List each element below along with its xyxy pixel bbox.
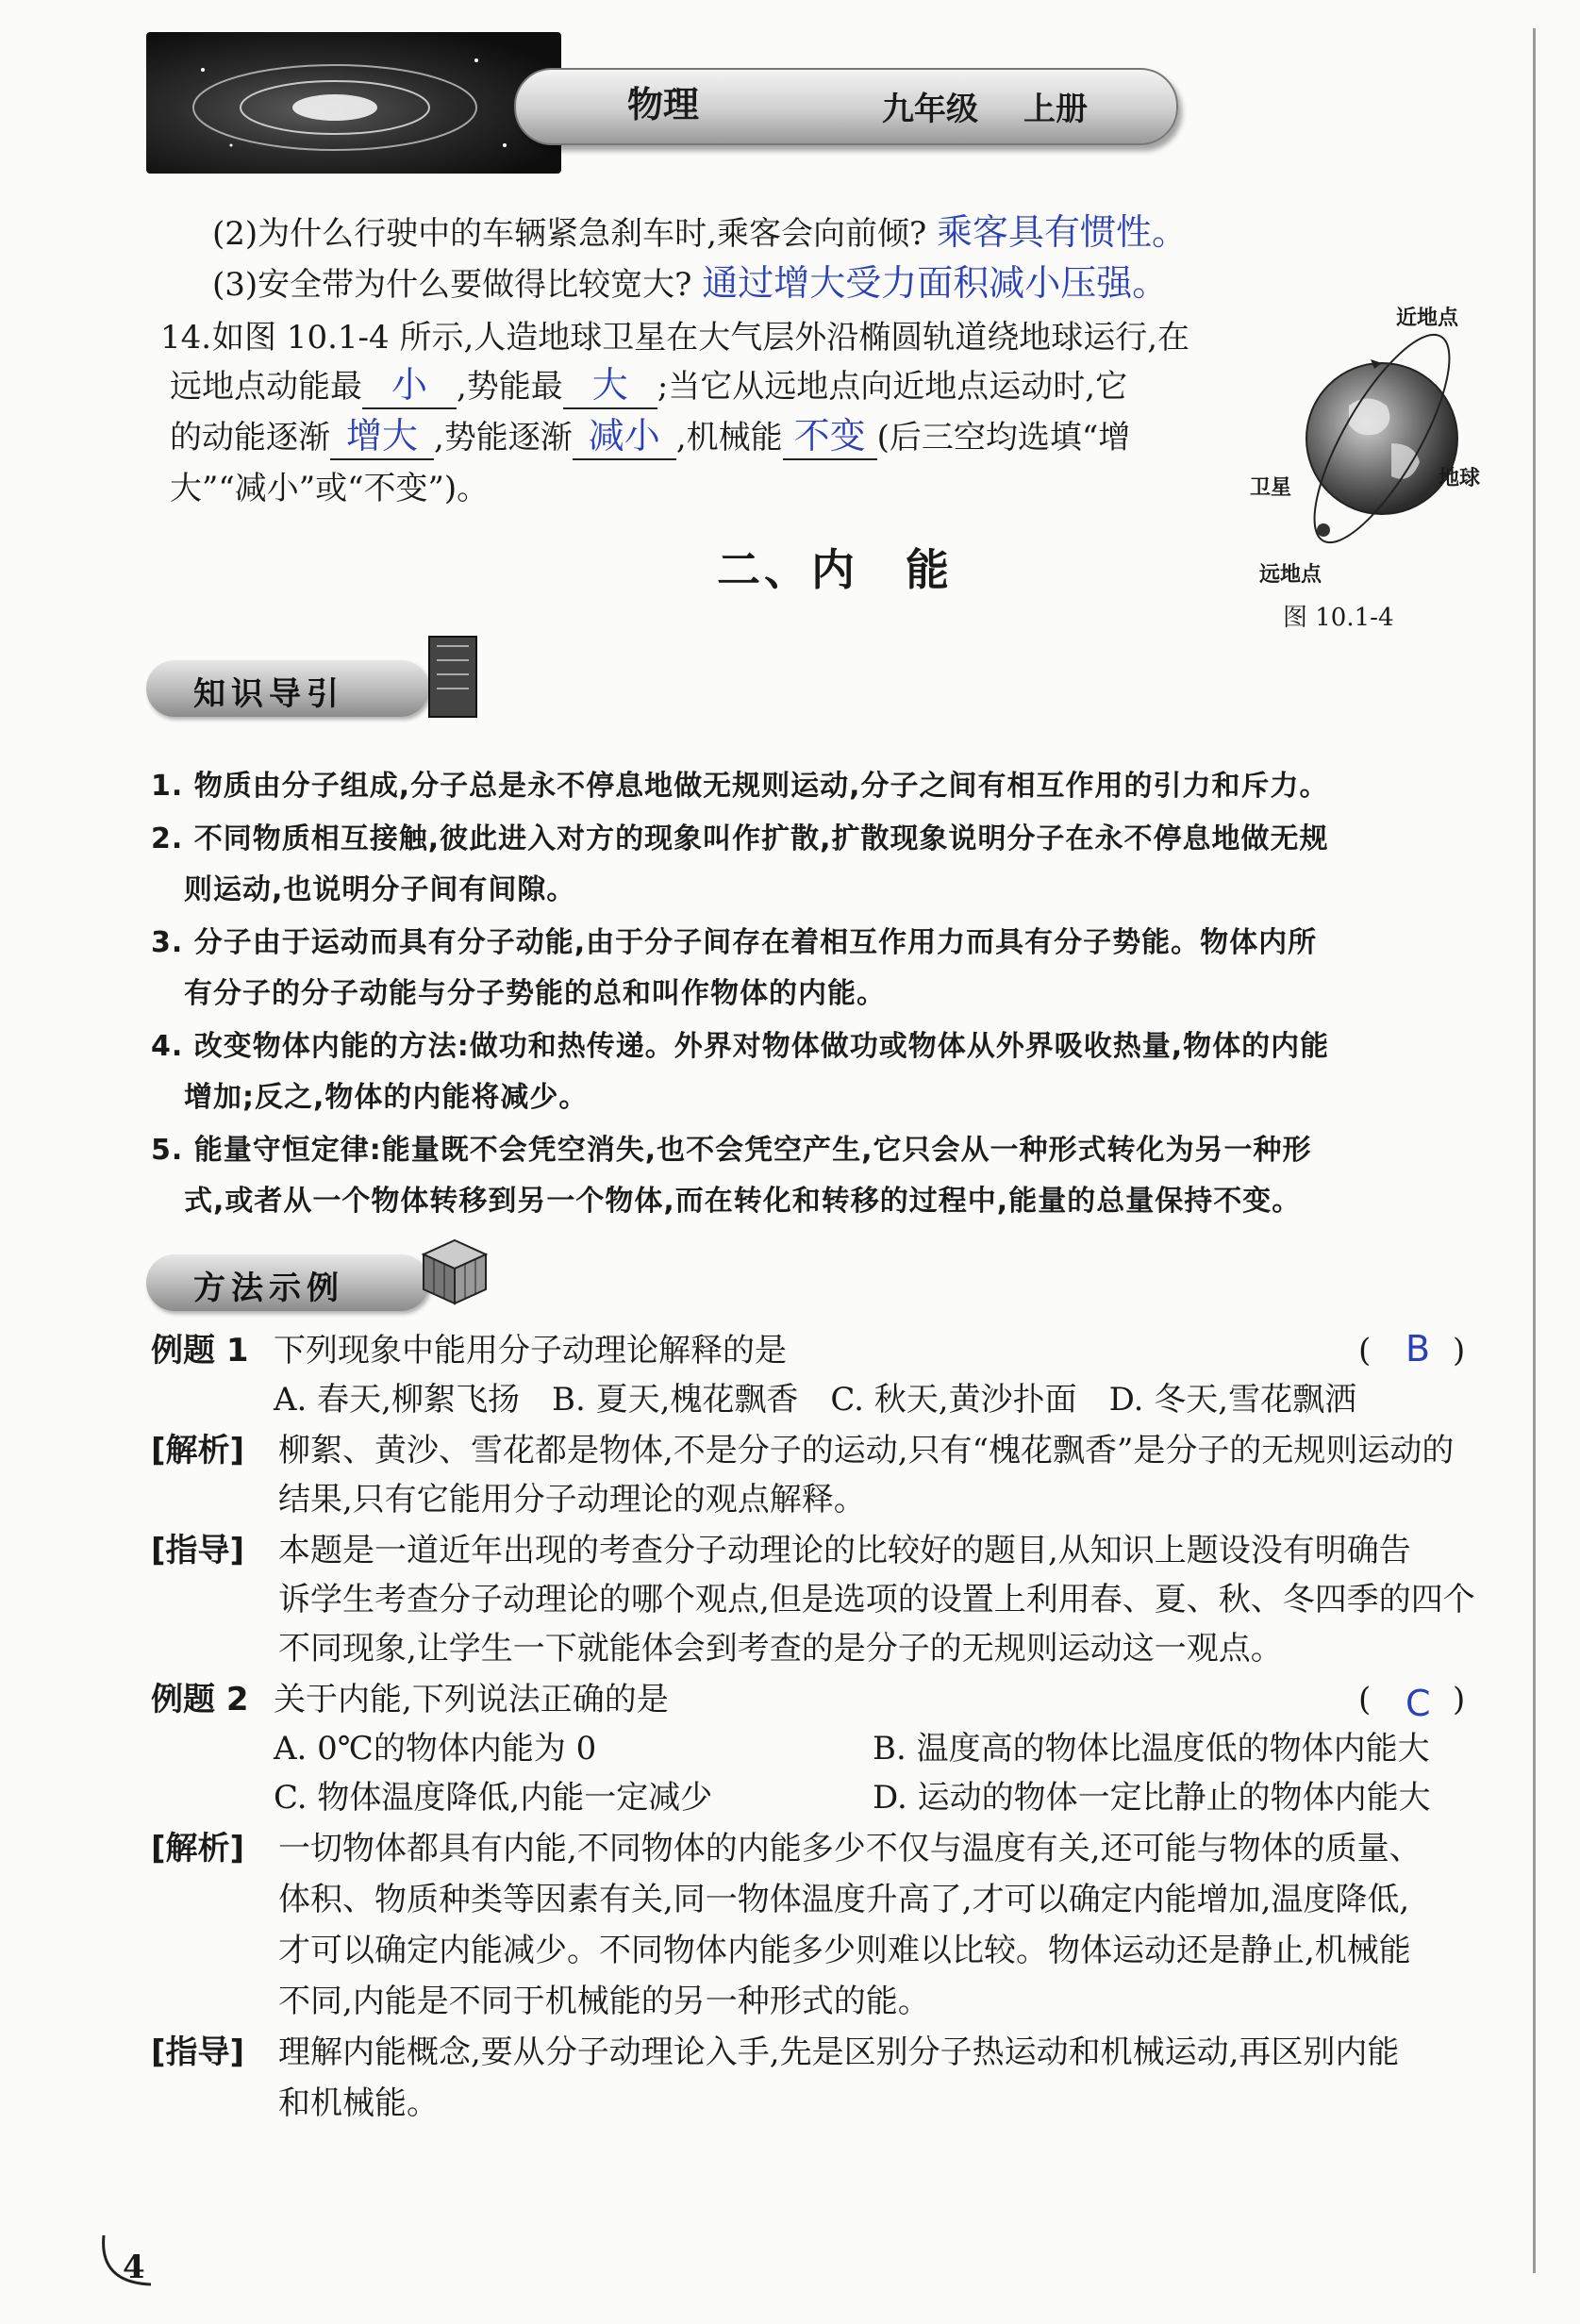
question-13-part-2 xyxy=(212,209,1188,257)
example-1-analysis-line: 结果,只有它能用分子动理论的观点解释。 xyxy=(278,1481,866,1519)
example-2-option-b: B. 温度高的物体比温度低的物体内能大 xyxy=(873,1730,1430,1768)
page-edge-divider xyxy=(1533,28,1536,2273)
example-2-option-a: A. 0℃的物体内能为 0 xyxy=(274,1730,597,1768)
earth-orbit-icon xyxy=(1217,311,1500,594)
knowledge-item: 5. 能量守恒定律:能量既不会凭空消失,也不会凭空产生,它只会从一种形式转化为另一种形 xyxy=(151,1134,1312,1167)
example-1-paren-open: ( xyxy=(1358,1332,1372,1370)
satellite-label: 卫星 xyxy=(1250,476,1292,500)
example-1-paren-close: ) xyxy=(1453,1332,1466,1370)
example-2-analysis-line: 不同,内能是不同于机械能的另一种形式的能。 xyxy=(278,1983,930,2020)
satellite-orbit-figure xyxy=(1217,307,1500,594)
example-1-guide-tag: [指导] xyxy=(151,1532,245,1569)
knowledge-item: 4. 改变物体内能的方法:做功和热传递。外界对物体做功或物体从外界吸收热量,物体的内能 xyxy=(151,1030,1330,1063)
question-13-part-3 xyxy=(212,260,1168,307)
question-14-line-3: 的动能逐渐 增大 ,势能逐渐 减小 ,机械能 不变 (后三空均选填“增 xyxy=(170,415,1130,460)
header-subject: 物理 xyxy=(627,84,700,125)
header-volume: 上册 xyxy=(1023,91,1088,128)
question-14-number: 14. xyxy=(160,319,212,357)
example-2-option-d: D. 运动的物体一定比静止的物体内能大 xyxy=(873,1779,1431,1817)
example-1-analysis-line: 柳絮、黄沙、雪花都是物体,不是分子的运动,只有“槐花飘香”是分子的无规则运动的 xyxy=(278,1432,1455,1469)
example-2-guide-line: 理解内能概念,要从分子动理论入手,先是区别分子热运动和机械运动,再区别内能 xyxy=(278,2034,1400,2071)
notebook-icon xyxy=(420,632,486,722)
knowledge-item: 3. 分子由于运动而具有分子动能,由于分子间存在着相互作用力而具有分子势能。物体内所 xyxy=(151,926,1318,959)
example-2-option-c: C. 物体温度降低,内能一定减少 xyxy=(274,1779,713,1817)
example-2-paren-open: ( xyxy=(1358,1681,1372,1718)
knowledge-item: 2. 不同物质相互接触,彼此进入对方的现象叫作扩散,扩散现象说明分子在永不停息地做无规 xyxy=(151,822,1329,855)
example-1-analysis-tag: [解析] xyxy=(151,1432,245,1469)
handwritten-answer: 通过增大受力面积减小压强。 xyxy=(702,262,1169,304)
knowledge-item: 增加;反之,物体的内能将减少。 xyxy=(184,1081,589,1114)
earth-label: 地球 xyxy=(1439,467,1481,490)
galaxy-decoration-icon xyxy=(146,32,561,174)
example-1-label: 例题 1 xyxy=(151,1332,249,1370)
example-2-analysis-line: 才可以确定内能减少。不同物体内能多少则难以比较。物体运动还是静止,机械能 xyxy=(278,1932,1411,1969)
example-2-paren-close: ) xyxy=(1453,1681,1466,1718)
question-14-line-4: 大”“减小”或“不变”)。 xyxy=(170,470,490,507)
knowledge-item: 则运动,也说明分子间有间隙。 xyxy=(184,873,576,906)
figure-caption: 图 10.1-4 xyxy=(1283,604,1394,632)
example-2-analysis-line: 体积、物质种类等因素有关,同一物体温度升高了,才可以确定内能增加,温度降低, xyxy=(278,1881,1410,1918)
blank-answer-1: 小 xyxy=(391,364,427,406)
question-14-line-1: 如图 10.1-4 所示,人造地球卫星在大气层外沿椭圆轨道绕地球运行,在 xyxy=(212,319,1190,357)
page-number: 4 xyxy=(123,2249,145,2286)
header-grade: 九年级 xyxy=(882,91,978,128)
method-example-badge-label: 方法示例 xyxy=(193,1270,344,1307)
example-1-guide-line: 不同现象,让学生一下就能体会到考查的是分子的无规则运动这一观点。 xyxy=(278,1630,1283,1668)
blank-answer-5: 不变 xyxy=(793,415,866,456)
question-text: (2)为什么行驶中的车辆紧急刹车时,乘客会向前倾? xyxy=(212,215,927,253)
blank-answer-4: 减小 xyxy=(588,415,660,456)
apogee-label: 远地点 xyxy=(1259,563,1322,587)
example-2-answer: C xyxy=(1405,1683,1431,1724)
question-text: (3)安全带为什么要做得比较宽大? xyxy=(212,266,692,304)
example-2-analysis-tag: [解析] xyxy=(151,1830,245,1868)
example-1-options: A. 春天,柳絮飞扬 B. 夏天,槐花飘香 C. 秋天,黄沙扑面 D. 冬天,雪花飘洒 xyxy=(274,1381,1357,1419)
example-2-analysis-line: 一切物体都具有内能,不同物体的内能多少不仅与温度有关,还可能与物体的质量、 xyxy=(278,1830,1422,1868)
perigee-label: 近地点 xyxy=(1396,307,1459,330)
example-1-guide-line: 诉学生考查分子动理论的哪个观点,但是选项的设置上利用春、夏、秋、冬四季的四个 xyxy=(278,1581,1475,1618)
example-2-question: 关于内能,下列说法正确的是 xyxy=(274,1681,669,1718)
rubiks-cube-icon xyxy=(420,1236,491,1306)
example-2-guide-tag: [指导] xyxy=(151,2034,245,2071)
question-14-line-2: 远地点动能最 小 ,势能最 大 ;当它从远地点向近地点运动时,它 xyxy=(170,364,1127,409)
blank-answer-2: 大 xyxy=(591,364,628,406)
example-1-question: 下列现象中能用分子动理论解释的是 xyxy=(274,1332,787,1370)
knowledge-item: 1. 物质由分子组成,分子总是永不停息地做无规则运动,分子之间有相互作用的引力和斥力。 xyxy=(151,770,1329,803)
example-1-answer: B xyxy=(1405,1328,1431,1370)
blank-answer-3: 增大 xyxy=(345,415,418,456)
example-2-label: 例题 2 xyxy=(151,1681,249,1718)
knowledge-item: 式,或者从一个物体转移到另一个物体,而在转化和转移的过程中,能量的总量保持不变。 xyxy=(184,1185,1302,1218)
knowledge-guide-badge-label: 知识导引 xyxy=(193,675,344,713)
handwritten-answer: 乘客具有惯性。 xyxy=(937,211,1189,253)
example-1-guide-line: 本题是一道近年出现的考查分子动理论的比较好的题目,从知识上题设没有明确告 xyxy=(278,1532,1411,1569)
knowledge-item: 有分子的分子动能与分子势能的总和叫作物体的内能。 xyxy=(184,977,886,1010)
section-title: 二、内 能 xyxy=(717,544,953,595)
example-2-guide-line: 和机械能。 xyxy=(278,2084,439,2122)
